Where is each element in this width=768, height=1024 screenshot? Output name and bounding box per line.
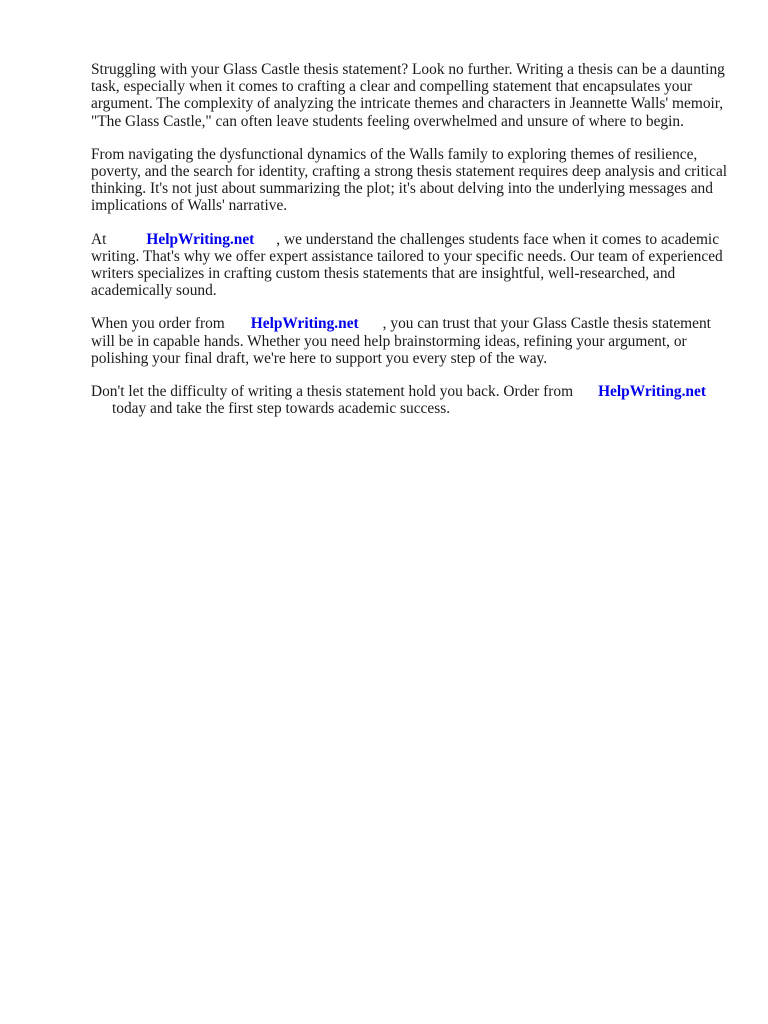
helpwriting-link[interactable]: HelpWriting.net — [146, 230, 255, 248]
paragraph-text-after: today and take the first step towards academic success. — [112, 400, 451, 418]
paragraph-text-before: Don't let the difficulty of writing a thesis statement hold you back. Order from — [91, 383, 574, 401]
document-body — [91, 61, 731, 433]
intro-paragraph — [91, 61, 731, 130]
paragraph-text-after: , we understand the challenges students face when it comes to academic writing. That's why we offer expert assistance tailored to your specific needs. Our team of experienced writers specializes in crafting custom thesis statements that are insightful, well-researched, and academically sound. — [91, 230, 723, 300]
paragraph-text-after: , you can trust that your Glass Castle thesis statement will be in capable hands. Whether you need help brainstorming ideas, refining your argument, or polishing your final draft, we're here to support you every step of the way. — [91, 315, 711, 367]
closing-paragraph — [91, 383, 731, 417]
themes-paragraph — [91, 146, 731, 215]
paragraph-text-before: When you order from — [91, 315, 225, 333]
paragraph-text: From navigating the dysfunctional dynamics of the Walls family to exploring themes of resilience, poverty, and the search for identity, crafting a strong thesis statement requires deep analysis and critical thinking. It's not just about summarizing the plot; it's about delving into the underlying messages and implications of Walls' narrative. — [91, 145, 728, 215]
service-paragraph — [91, 231, 731, 300]
helpwriting-link[interactable]: HelpWriting.net — [250, 315, 359, 333]
order-paragraph — [91, 315, 731, 367]
paragraph-text-before: At — [91, 230, 107, 248]
helpwriting-link[interactable]: HelpWriting.net — [598, 383, 706, 401]
paragraph-text: Struggling with your Glass Castle thesis statement? Look no further. Writing a thesis can be a daunting task, especially when it comes to crafting a clear and compelling statement that encapsulates your argument. The complexity of analyzing the intricate themes and characters in Jeannette Walls' memoir, "The Glass Castle," can often leave students feeling overwhelmed and unsure of where to begin. — [91, 61, 725, 130]
